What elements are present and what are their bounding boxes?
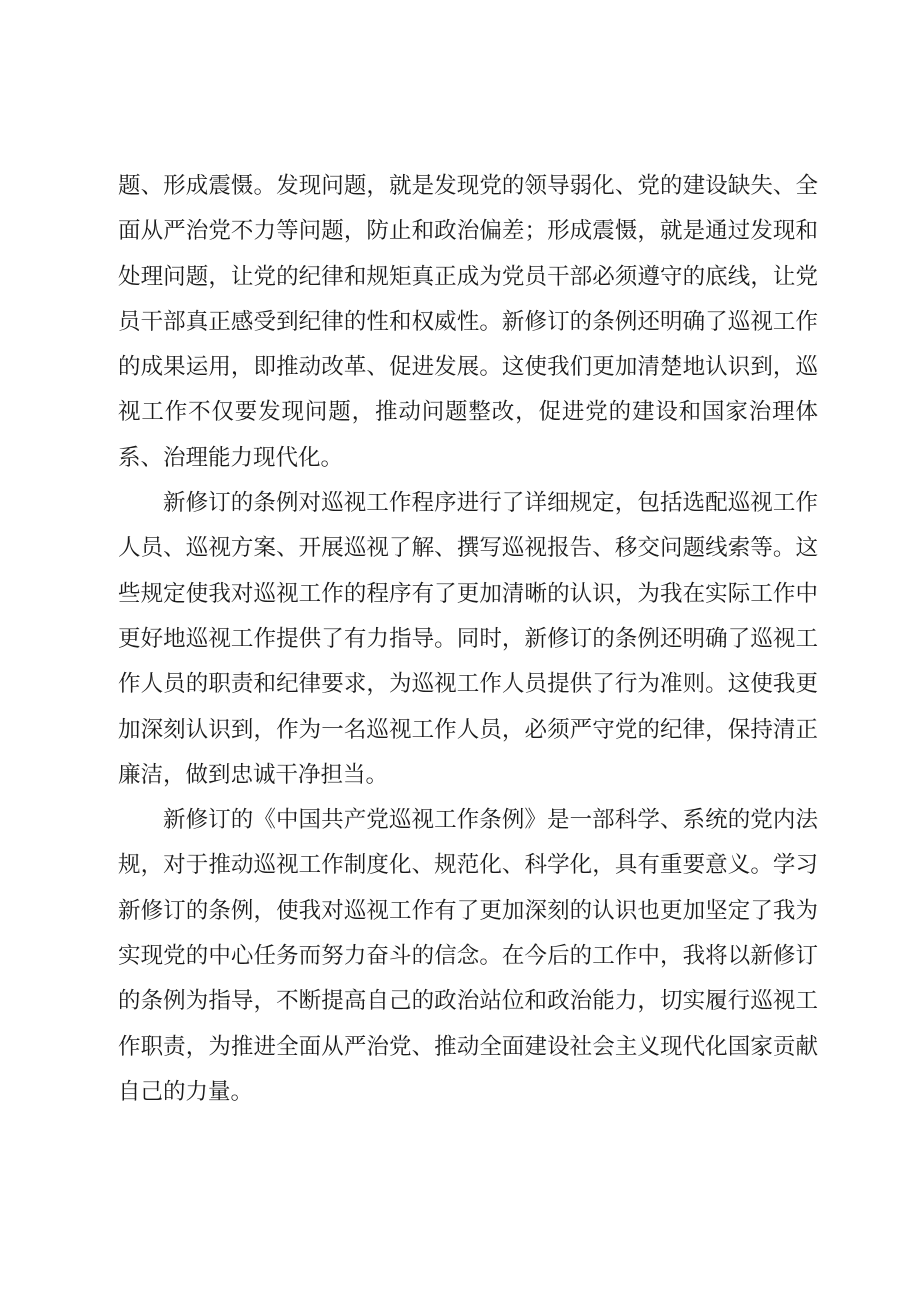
paragraph-3: 新修订的《中国共产党巡视工作条例》是一部科学、系统的党内法规，对于推动巡视工作制度化、规范化、科学化，具有重要意义。学习新修订的条例，使我对巡视工作有了更加深刻的认识也更加坚定了我为实现党的中心任务而努力奋斗的信念。在今后的工作中，我将以新修订的条例为指导，不断提高自己的政治站位和政治能力，切实履行巡视工作职责，为推进全面从严治党、推动全面建设社会主义现代化国家贡献自己的力量。	[118, 807, 818, 1105]
paragraph-1: 题、形成震慑。发现问题，就是发现党的领导弱化、党的建设缺失、全面从严治党不力等问题，防止和政治偏差；形成震慑，就是通过发现和处理问题，让党的纪律和规矩真正成为党员干部必须遵守的底线，让党员干部真正感受到纪律的性和权威性。新修订的条例还明确了巡视工作的成果运用，即推动改革、促进发展。这使我们更加清楚地认识到，巡视工作不仅要发现问题，推动问题整改，促进党的建设和国家治理体系、治理能力现代化。	[118, 173, 818, 471]
document-body	[118, 164, 818, 1115]
paragraph-2: 新修订的条例对巡视工作程序进行了详细规定，包括选配巡视工作人员、巡视方案、开展巡视了解、撰写巡视报告、移交问题线索等。这些规定使我对巡视工作的程序有了更加清晰的认识，为我在实际工作中更好地巡视工作提供了有力指导。同时，新修订的条例还明确了巡视工作人员的职责和纪律要求，为巡视工作人员提供了行为准则。这使我更加深刻认识到，作为一名巡视工作人员，必须严守党的纪律，保持清正廉洁，做到忠诚干净担当。	[118, 490, 818, 788]
